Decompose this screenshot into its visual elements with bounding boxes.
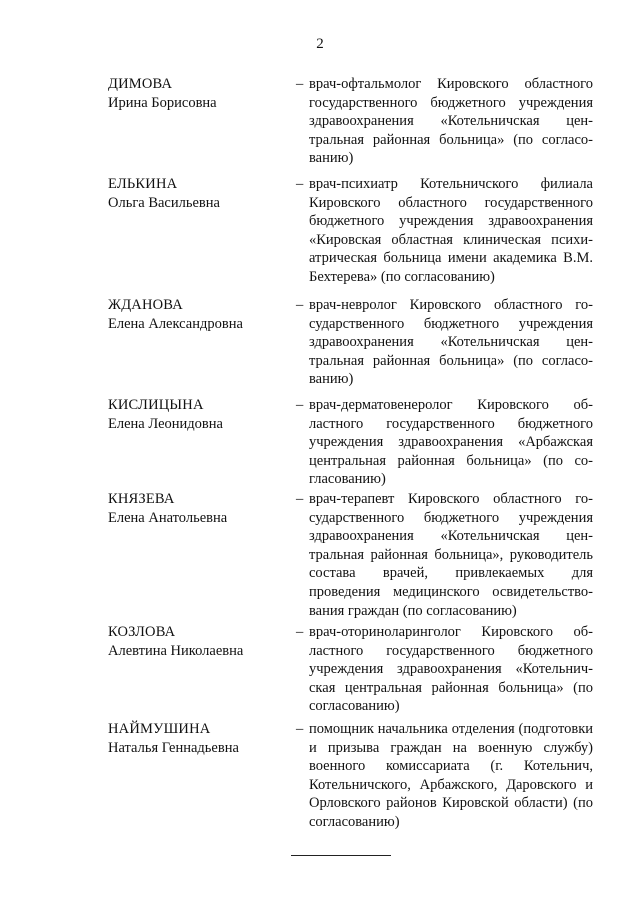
member-surname: КИСЛИЦЫНА <box>108 397 204 413</box>
member-name <box>108 296 288 333</box>
member-given-names: Алевтина Николаевна <box>108 642 244 659</box>
member-surname: КОЗЛОВА <box>108 624 176 640</box>
member-name <box>108 490 288 527</box>
dash-separator: – <box>296 76 304 92</box>
member-surname: ЕЛЬКИНА <box>108 176 178 192</box>
footer-rule <box>291 855 391 856</box>
dash-separator: – <box>296 721 304 737</box>
member-role: помощник начальника отделения (подготовки и призыва граждан на военную службу) военного комиссариата (г. Котельнич, Котельничского, Арбажского, Даровского и Орловского районов Кировской области) (по согласованию) <box>309 721 593 830</box>
member-role: врач-дерматовенеролог Кировского областного государственного бюджетного учреждения здравоохранения «Арбажская центральная районная больница» (по согласованию) <box>309 397 593 488</box>
dash-separator: – <box>296 624 304 640</box>
member-role: врач-психиатр Котельничского филиала Кировского областного государственного бюджетного учреждения здравоохранения «Кировская областная клиническая психиатрическая больница имени академика В.М. Бехтерева» (по согласованию) <box>309 176 593 285</box>
member-name <box>108 396 288 433</box>
member-surname: ДИМОВА <box>108 76 173 92</box>
member-role: врач-оториноларинголог Кировского областного государственного бюджетного учреждения здравоохранения «Котельничская центральная районная больница» (по согласованию) <box>309 624 593 715</box>
member-surname: НАЙМУШИНА <box>108 721 211 737</box>
member-name <box>108 175 288 212</box>
member-surname: КНЯЗЕВА <box>108 491 175 507</box>
member-role: врач-офтальмолог Кировского областного государственного бюджетного учреждения здравоохранения «Котельничская центральная районная больница» (по согласованию) <box>309 76 593 167</box>
member-given-names: Елена Анатольевна <box>108 509 228 526</box>
member-name <box>108 720 288 757</box>
member-given-names: Ирина Борисовна <box>108 94 217 111</box>
member-given-names: Ольга Васильевна <box>108 194 220 211</box>
dash-separator: – <box>296 491 304 507</box>
member-given-names: Наталья Геннадьевна <box>108 739 239 756</box>
page-number: 2 <box>316 36 324 52</box>
member-role: врач-невролог Кировского областного государственного бюджетного учреждения здравоохранения «Котельничская центральная районная больница» (по согласованию) <box>309 297 593 388</box>
member-role: врач-терапевт Кировского областного государственного бюджетного учреждения здравоохранения «Котельничская центральная районная больница», руководитель состава врачей, привлекаемых для проведения медицинского освидетельствования граждан (по согласованию) <box>309 491 593 619</box>
member-surname: ЖДАНОВА <box>108 297 183 313</box>
dash-separator: – <box>296 297 304 313</box>
member-given-names: Елена Леонидовна <box>108 415 223 432</box>
member-name <box>108 75 288 112</box>
dash-separator: – <box>296 176 304 192</box>
member-name <box>108 623 288 660</box>
dash-separator: – <box>296 397 304 413</box>
member-given-names: Елена Александровна <box>108 315 243 332</box>
